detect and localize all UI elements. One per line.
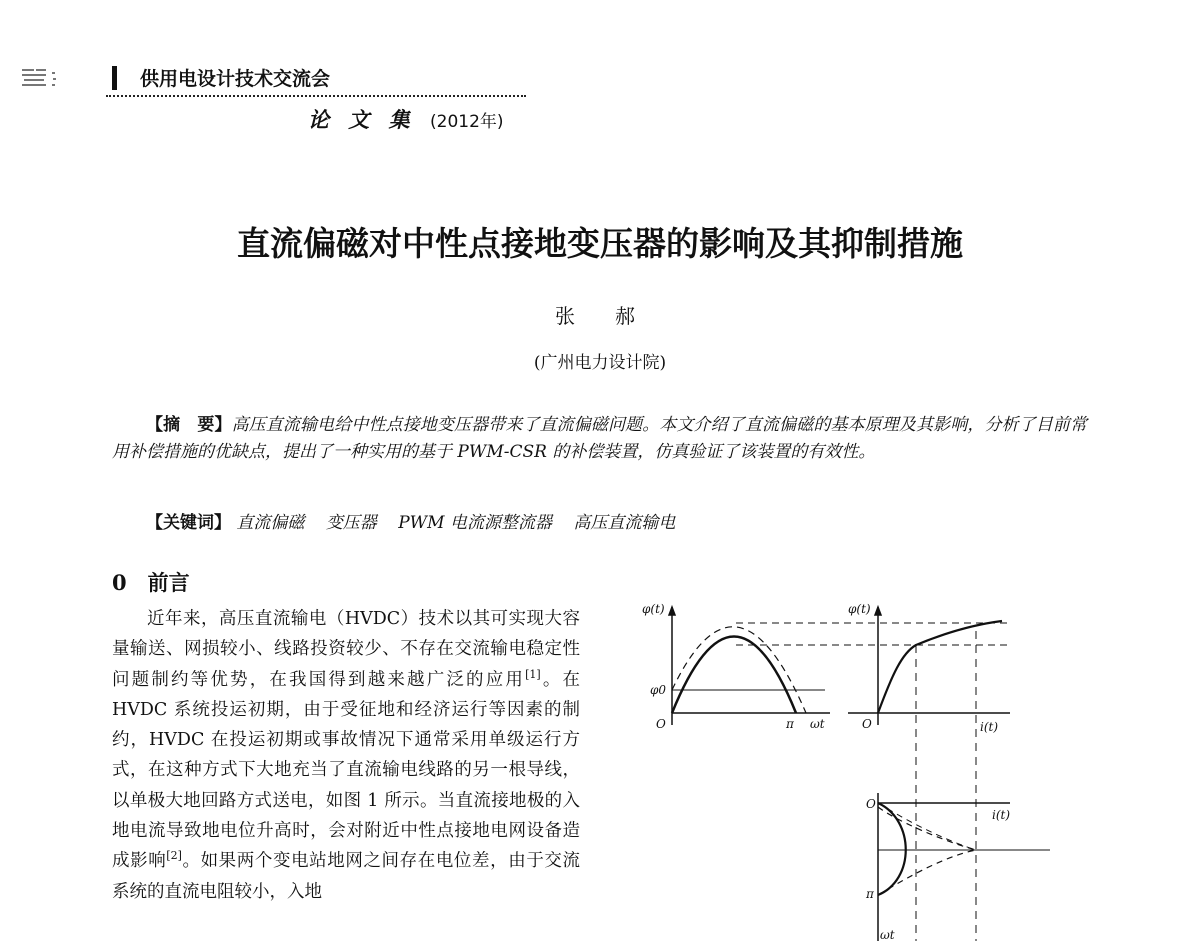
author: 张 郝 <box>555 304 645 328</box>
abstract-text: 高压直流输电给中性点接地变压器带来了直流偏磁问题。本文介绍了直流偏磁的基本原理及其影响，分析了目前常用补偿措施的优缺点，提出了一种实用的基于 PWM-CSR 的补偿装置，仿真验证了该装置的有效性。 <box>112 415 1088 462</box>
keyword: PWM 电流源整流器 <box>398 513 552 533</box>
plot3-offset-current-curve <box>878 807 976 895</box>
body-text-part: 近年来，高压直流输电（HVDC）技术以其可实现大容量输送、网损较小、线路投资较少、不存在交流输电稳定性问题制约等优势，在我国得到越来越广泛的应用 <box>112 609 580 690</box>
plot3-offset-current-curve-2 <box>878 803 976 850</box>
citation-ref[interactable]: [1] <box>525 667 541 681</box>
abstract-label: 【摘 要】 <box>146 415 232 435</box>
keyword: 变压器 <box>325 513 377 533</box>
plot1-phi0-label: φ0 <box>650 683 667 697</box>
magnetization-curve <box>878 621 1002 713</box>
plot3-t-label: ωt <box>880 928 895 941</box>
series-title: 供用电设计技术交流会 <box>140 68 331 90</box>
plot1-flux-curve <box>672 637 796 714</box>
plot1-origin-label: O <box>656 717 666 731</box>
volume-year: (2012年) <box>430 112 504 132</box>
keyword: 高压直流输电 <box>573 513 676 533</box>
plot1-x-label: ωt <box>810 717 825 731</box>
plot2-y-arrow <box>875 607 881 615</box>
keywords-label: 【关键词】 <box>146 513 231 533</box>
header-bar <box>112 66 117 90</box>
citation-ref[interactable]: [2] <box>166 849 182 863</box>
section-title: 0 前言 <box>112 570 190 595</box>
keywords <box>146 508 691 533</box>
plot2-x-label: i(t) <box>980 720 999 734</box>
body-text-part: 。在 HVDC 系统投运初期，由于受征地和经济运行等因素的制约，HVDC 在投运初期或事故情况下通常采用单级运行方式，在这种方式下大地充当了直流输电线路的另一根导线，以单极大地回路方式送电，如图 1 所示。当直流接地极的入地电流导致地电位升高时，会对附近中性点接地电网设备造成影响 <box>112 669 580 872</box>
plot1-pi-label: π <box>786 717 794 731</box>
paper-title: 直流偏磁对中性点接地变压器的影响及其抑制措施 <box>237 224 963 263</box>
plot3-x-label: i(t) <box>992 808 1011 822</box>
plot3-origin-label: O <box>866 797 876 811</box>
plot2-y-label: φ(t) <box>848 602 871 616</box>
body-paragraph <box>112 604 580 941</box>
figure-1 <box>640 595 1080 941</box>
abstract <box>112 412 1087 466</box>
header-divider <box>106 95 526 97</box>
plot1-y-label: φ(t) <box>642 602 665 616</box>
plot1-y-arrow <box>669 607 675 615</box>
affiliation: (广州电力设计院) <box>533 353 667 373</box>
plot2-origin-label: O <box>862 717 872 731</box>
series-logo-mark <box>20 66 90 90</box>
keyword: 直流偏磁 <box>236 513 305 533</box>
plot3-pi-label: π <box>866 887 874 901</box>
figure-1-diagram <box>640 595 1080 941</box>
volume-title: 论 文 集 <box>308 107 416 132</box>
body-text-part: 。如果两个变电站地网之间存在电位差，由于交流系统的直流电阻较小，入地 <box>112 851 580 902</box>
